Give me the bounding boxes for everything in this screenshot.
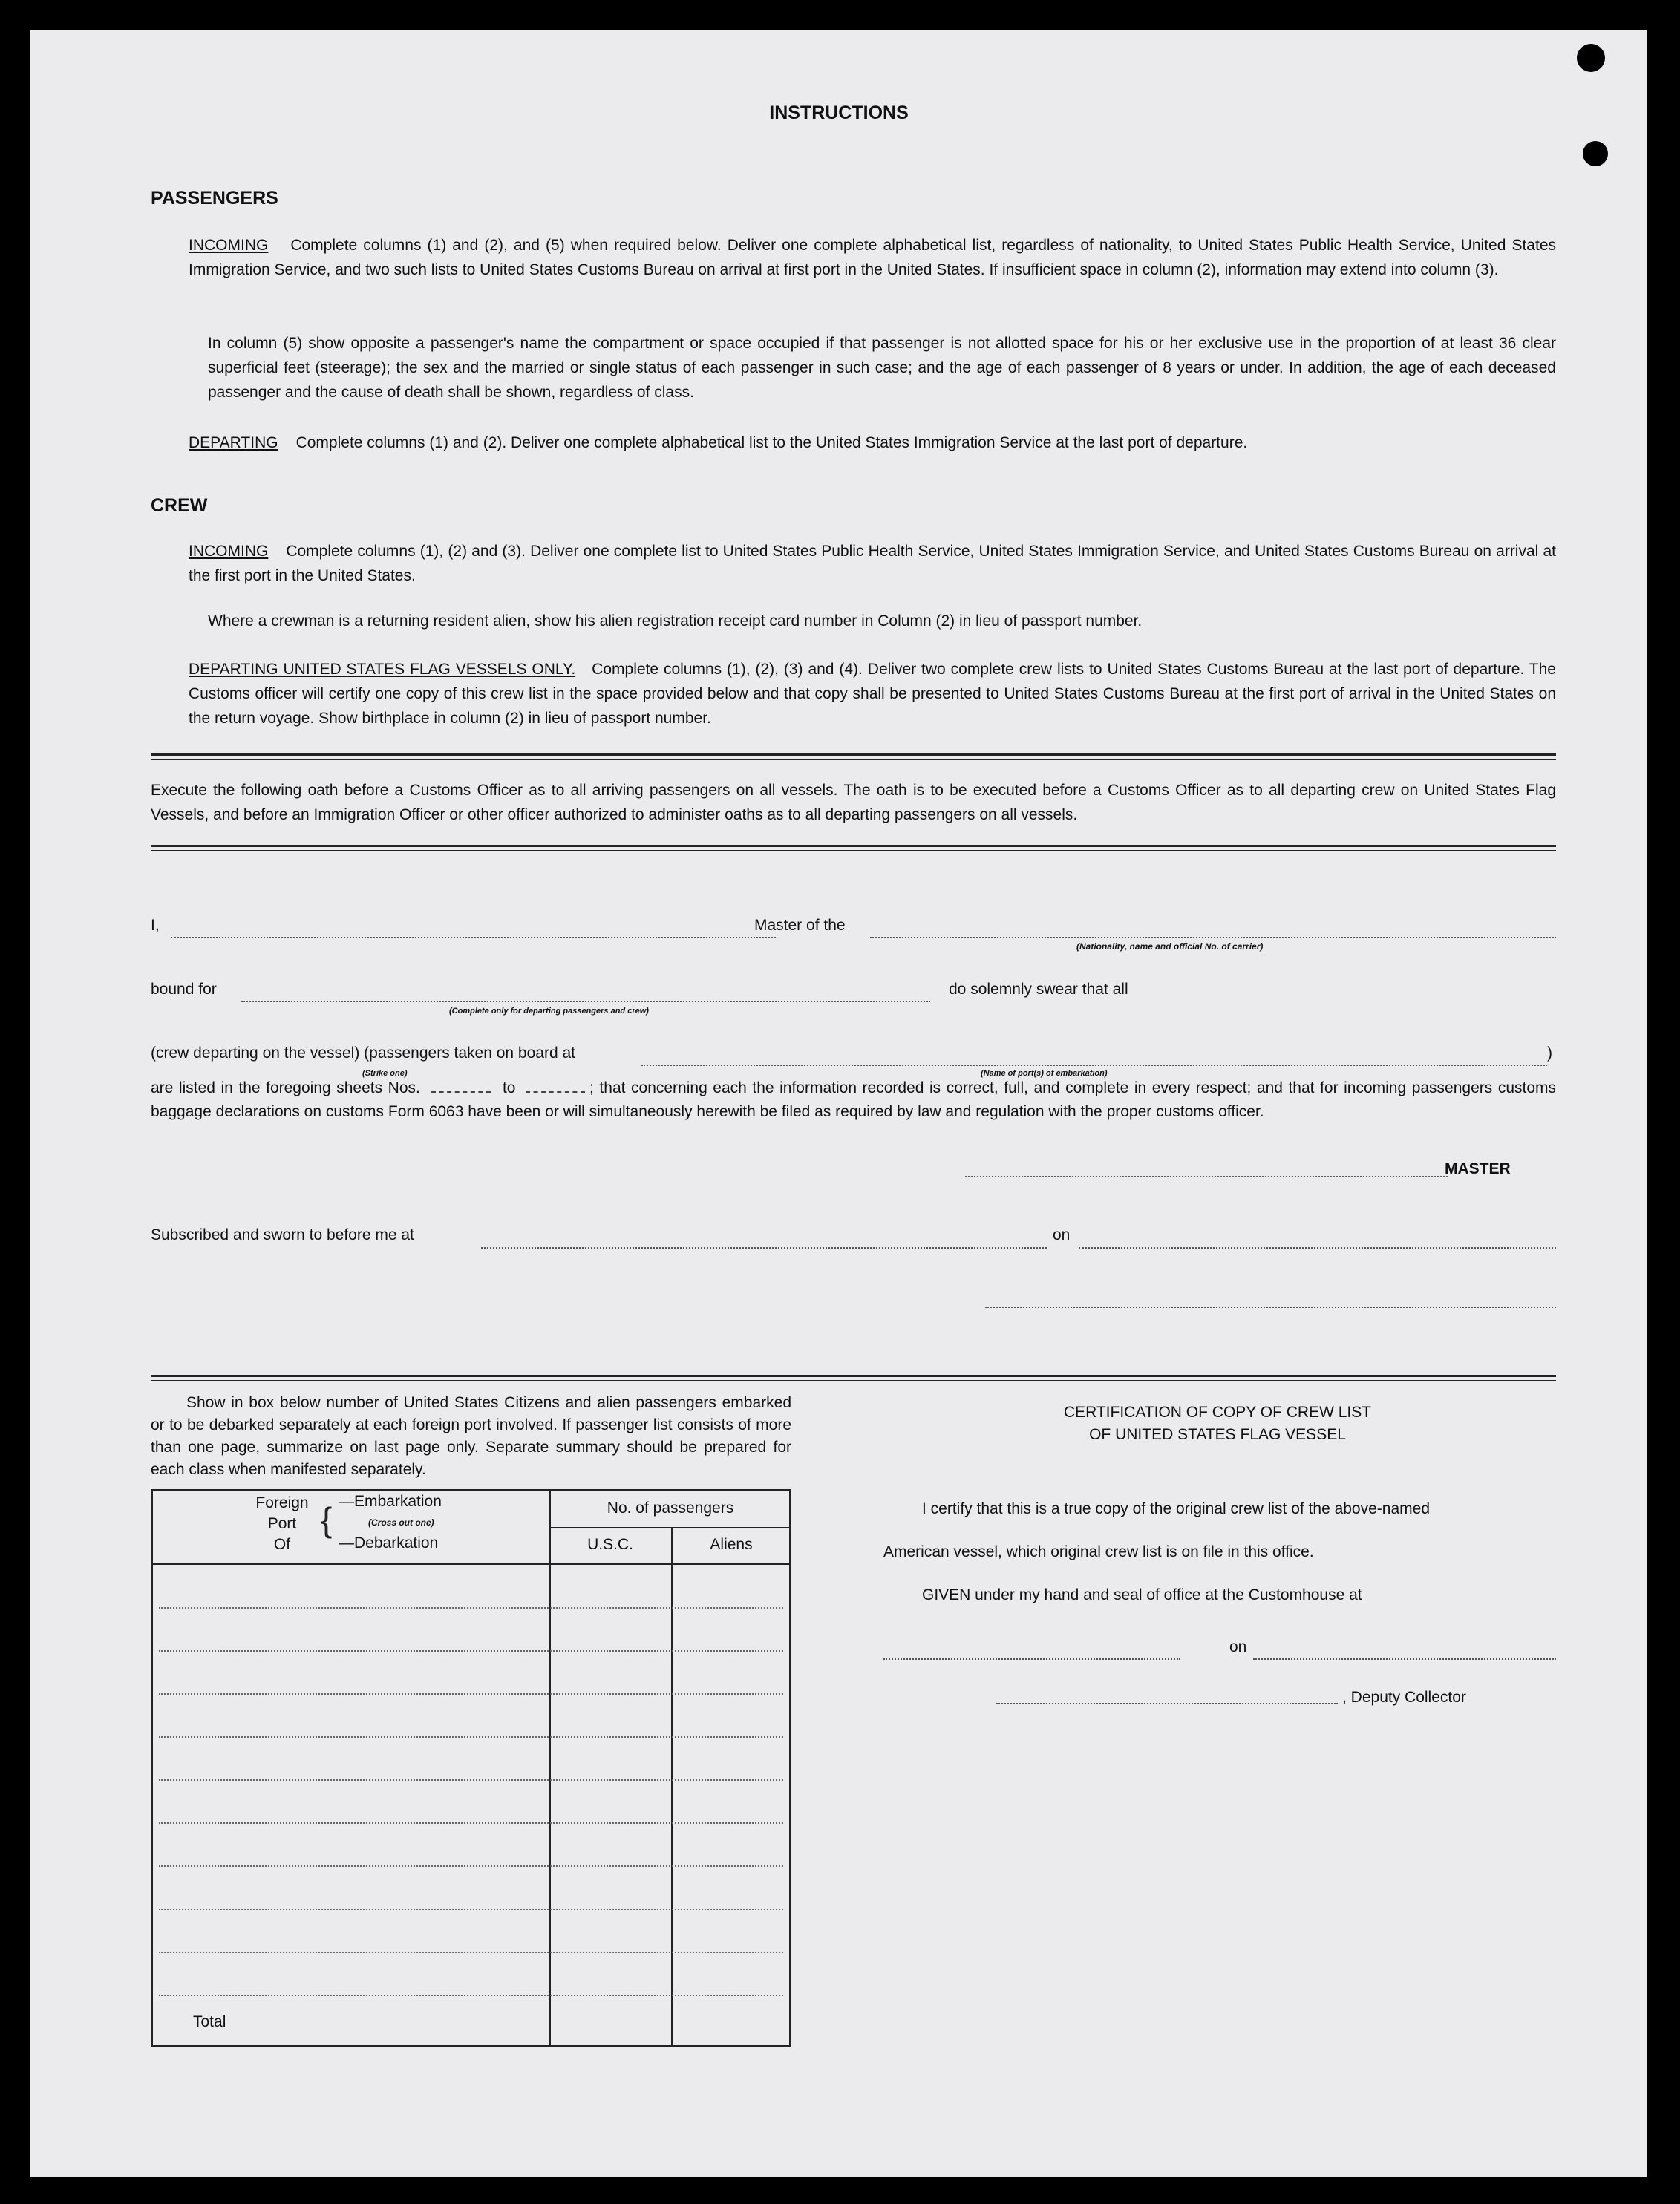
sheet-from-field[interactable]: [431, 1079, 491, 1093]
close-paren: ): [1547, 1044, 1552, 1062]
column-divider: [549, 1491, 551, 2045]
certification-date-field[interactable]: [1253, 1658, 1556, 1660]
passengers-heading: PASSENGERS: [151, 188, 278, 209]
table-row[interactable]: [159, 1693, 783, 1695]
master-signature-field[interactable]: [965, 1176, 1448, 1177]
crew-departing-text: Complete columns (1), (2), (3) and (4). Deliver two complete crew lists to United States Customs Bureau at the last port of departure. The Customs officer will certify one copy of this crew list in the space provided below and that copy shall be presented to United States Customs Bureau at the first port of arrival in the United States on the return voyage. Show birthplace in column (2) in lieu of passport number.: [189, 661, 1556, 727]
master-of-the-label: Master of the: [754, 917, 846, 934]
master-name-field[interactable]: [171, 937, 776, 938]
subheader-divider: [549, 1527, 789, 1528]
divider: [151, 845, 1556, 851]
subscribed-place-field[interactable]: [481, 1247, 1047, 1249]
port-embarkation-field[interactable]: [641, 1065, 1547, 1066]
debarkation-label: —Debarkation: [339, 1534, 439, 1551]
sheet-to-field[interactable]: [526, 1079, 585, 1093]
ports-note: (Name of port(s) of embarkation): [981, 1069, 1108, 1078]
table-row[interactable]: [159, 1865, 783, 1867]
officer-signature-field[interactable]: [985, 1307, 1556, 1308]
oath-instruction: Execute the following oath before a Customs Officer as to all arriving passengers on all vessels. The oath is to be executed before a Customs Officer as to all departing crew on United States Flag Vessels, and before an Immigration Officer or other officer authorized to administer oaths as to all departing passengers on all vessels.: [151, 782, 1556, 823]
carrier-field[interactable]: [870, 937, 1556, 938]
master-label: MASTER: [1445, 1160, 1511, 1177]
embarkation-label: —Embarkation: [339, 1493, 442, 1510]
foreign-label: Foreign: [255, 1494, 309, 1511]
crew-departing-text: (crew departing on the vessel) (passengers taken on board at: [151, 1044, 575, 1062]
crew-incoming-label: INCOMING: [189, 543, 269, 560]
passengers-departing-text: Complete columns (1) and (2). Deliver one complete alphabetical list to the United States Immigration Service at the last port of departure.: [295, 434, 1248, 451]
deputy-signature-field[interactable]: [996, 1703, 1338, 1704]
crew-heading: CREW: [151, 495, 208, 516]
table-row[interactable]: [159, 1822, 783, 1824]
listed-to: to: [502, 1079, 516, 1096]
subscribed-on-label: on: [1053, 1226, 1071, 1243]
document-page: [30, 30, 1647, 2177]
crew-departing-label: DEPARTING UNITED STATES FLAG VESSELS ONLY.: [189, 661, 576, 678]
listed-text: ; that concerning each the information recorded is correct, full, and complete in every respect; and that for incoming passengers customs baggage declarations on customs Form 6063 have been or will simultaneously herewith be filed as required by law and regulation with the proper customs officer.: [151, 1079, 1557, 1120]
table-row[interactable]: [159, 1650, 783, 1652]
certification-on-label: on: [1229, 1638, 1247, 1655]
punch-hole: [1577, 44, 1605, 72]
table-row[interactable]: [159, 1736, 783, 1738]
divider: [151, 753, 1556, 760]
crew-resident-paragraph: Where a crewman is a returning resident alien, show his alien registration receipt card number in Column (2) in lieu of passport number.: [208, 612, 1143, 630]
punch-hole: [1583, 141, 1608, 166]
passengers-incoming-paragraph: [189, 233, 1556, 282]
strike-one-note: (Strike one): [362, 1069, 408, 1078]
listed-prefix: are listed in the foregoing sheets Nos.: [151, 1079, 420, 1096]
divider: [151, 1375, 1556, 1381]
column-divider: [671, 1528, 673, 2045]
passengers-column5-paragraph: In column (5) show opposite a passenger's name the compartment or space occupied if that passenger is not allotted space for his or her exclusive use in the proportion of at least 36 clear superficial feet (steerage); the sex and the married or single status of each passenger in such case; and the age of each passenger of 8 years or under. In addition, the age of each deceased passenger and the cause of death shall be shown, regardless of class.: [208, 335, 1556, 401]
table-row[interactable]: [159, 1779, 783, 1781]
brace: {: [321, 1500, 333, 1539]
certification-title: [958, 1402, 1477, 1446]
table-row[interactable]: [159, 1607, 783, 1609]
header-divider: [153, 1563, 789, 1565]
page-title: INSTRUCTIONS: [769, 102, 909, 123]
crew-incoming-paragraph: [189, 539, 1556, 588]
total-label: Total: [193, 2013, 226, 2030]
bound-for-field[interactable]: [241, 1001, 930, 1002]
given-line: GIVEN under my hand and seal of office at the Customhouse at: [922, 1586, 1362, 1603]
aliens-header: Aliens: [710, 1536, 753, 1553]
port-label: Port: [267, 1515, 297, 1532]
of-label: Of: [273, 1536, 291, 1553]
subscribed-label: Subscribed and sworn to before me at: [151, 1226, 414, 1243]
bound-for-note: (Complete only for departing passengers and crew): [449, 1007, 649, 1016]
certification-title-line1: CERTIFICATION OF COPY OF CREW LIST: [1063, 1404, 1372, 1421]
foreign-port-of: [245, 1493, 319, 1555]
certification-line1: I certify that this is a true copy of the original crew list of the above-named: [922, 1500, 1430, 1517]
certification-title-line2: OF UNITED STATES FLAG VESSEL: [1089, 1426, 1346, 1443]
deputy-collector-label: , Deputy Collector: [1342, 1689, 1466, 1706]
passenger-summary-table: [151, 1489, 791, 2047]
table-row[interactable]: [159, 1952, 783, 1953]
passengers-incoming-text: Complete columns (1) and (2), and (5) when required below. Deliver one complete alphabetical list, regardless of nationality, to United States Public Health Service, United States Immigration Service, and two such lists to United States Customs Bureau on arrival at first port in the United States. If insufficient space in column (2), information may extend into column (3).: [189, 237, 1556, 278]
usc-header: U.S.C.: [587, 1536, 633, 1553]
passengers-departing-label: DEPARTING: [189, 434, 278, 451]
passengers-departing-paragraph: [189, 431, 1556, 455]
carrier-note: (Nationality, name and official No. of carrier): [1076, 941, 1264, 952]
subscribed-date-field[interactable]: [1079, 1247, 1556, 1249]
cross-out-note: (Cross out one): [368, 1517, 434, 1528]
passengers-incoming-label: INCOMING: [189, 237, 269, 254]
crew-departing-paragraph: [189, 657, 1556, 730]
table-row[interactable]: [159, 1995, 783, 1996]
summary-instructions: Show in box below number of United States Citizens and alien passengers embarked or to be debarked separately at each foreign port involved. If passenger list consists of more than one page, summarize on last page only. Separate summary should be prepared for each class when manifested separately.: [151, 1394, 791, 1478]
oath-i-label: I,: [151, 917, 160, 934]
no-passengers-header: No. of passengers: [607, 1500, 734, 1517]
crew-incoming-text: Complete columns (1), (2) and (3). Deliver one complete list to United States Public Health Service, United States Immigration Service, and United States Customs Bureau on arrival at the first port in the United States.: [189, 543, 1556, 584]
certification-line2: American vessel, which original crew list is on file in this office.: [883, 1543, 1314, 1560]
bound-for-label: bound for: [151, 981, 217, 998]
listed-paragraph: [151, 1076, 1556, 1124]
swear-text: do solemnly swear that all: [949, 981, 1128, 998]
customhouse-field[interactable]: [883, 1658, 1180, 1660]
table-row[interactable]: [159, 1909, 783, 1910]
